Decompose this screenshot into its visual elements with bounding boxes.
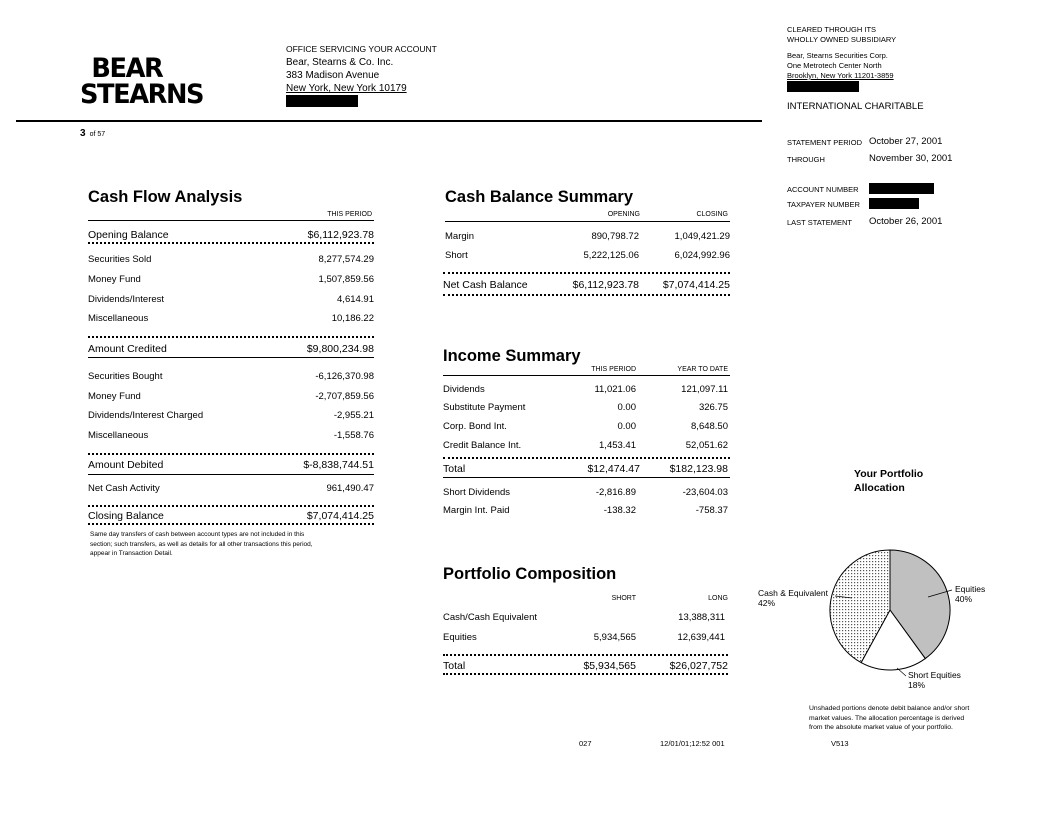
cash-flow-col: THIS PERIOD <box>327 211 372 218</box>
last-statement-value: October 26, 2001 <box>869 216 943 227</box>
row-label: Credit Balance Int. <box>443 440 522 451</box>
allocation-note <box>809 704 969 733</box>
row-ytd: $182,123.98 <box>669 463 728 475</box>
row-opening: 890,798.72 <box>591 231 639 242</box>
office-name: Bear, Stearns & Co. Inc. <box>286 57 394 68</box>
row-label: Total <box>443 660 466 672</box>
row-label: Net Cash Balance <box>443 279 528 291</box>
cash-balance-col-closing: CLOSING <box>696 211 728 218</box>
row-period: -138.32 <box>603 505 636 516</box>
row-long: 13,388,311 <box>678 612 725 623</box>
clearing-city: Brooklyn, New York 11201-3859 <box>787 71 894 80</box>
page-number <box>80 128 105 139</box>
row-value: $7,074,414.25 <box>306 510 374 522</box>
taxpayer-label: TAXPAYER NUMBER <box>787 200 860 209</box>
clearing-line1: CLEARED THROUGH ITS <box>787 25 877 34</box>
row-closing: 6,024,992.96 <box>674 250 730 261</box>
allocation-title-line1: Your Portfolio <box>854 468 924 480</box>
row-period: -2,816.89 <box>595 487 636 498</box>
divider <box>443 294 730 296</box>
office-block <box>286 43 437 111</box>
row-label: Margin Int. Paid <box>443 505 510 516</box>
row-period: $12,474.47 <box>587 463 640 475</box>
row-label: Short Dividends <box>443 487 511 498</box>
divider <box>443 477 730 478</box>
cash-balance-title: Cash Balance Summary <box>445 188 634 206</box>
row-label: Corp. Bond Int. <box>443 421 507 432</box>
cash-flow-note <box>90 530 313 559</box>
income-col-ytd: YEAR TO DATE <box>677 366 728 373</box>
pie-label-percent: 18% <box>908 680 926 690</box>
portfolio-col-long: LONG <box>708 595 728 602</box>
through-value: November 30, 2001 <box>869 153 953 164</box>
footer-code-1: 027 <box>579 739 592 748</box>
row-period: 0.00 <box>617 402 636 413</box>
note-line: from the absolute market value of your portfolio. <box>809 724 953 731</box>
through-label: THROUGH <box>787 155 825 164</box>
row-ytd: 121,097.11 <box>681 384 728 395</box>
pie-label-percent: 42% <box>758 598 776 608</box>
page-current: 3 <box>80 128 86 139</box>
footer-code-3: V513 <box>831 739 849 748</box>
row-value: 961,490.47 <box>326 483 374 494</box>
note-line: appear in Transaction Detail. <box>90 550 173 557</box>
clearing-street: One Metrotech Center North <box>787 61 882 70</box>
office-street: 383 Madison Avenue <box>286 70 380 81</box>
account-name: INTERNATIONAL CHARITABLE <box>787 101 924 112</box>
row-period: 0.00 <box>617 421 636 432</box>
row-opening: 5,222,125.06 <box>583 250 639 261</box>
cash-flow-rule <box>88 220 374 221</box>
header-rule <box>16 120 762 122</box>
row-label: Amount Debited <box>88 459 164 471</box>
divider <box>443 673 728 675</box>
allocation-title <box>854 467 923 495</box>
divider <box>88 505 374 507</box>
divider <box>88 453 374 455</box>
note-line: Same day transfers of cash between account types are not included in this <box>90 531 305 538</box>
row-value: 10,186.22 <box>331 313 374 324</box>
row-label: Equities <box>443 632 477 643</box>
row-long: $26,027,752 <box>669 660 728 672</box>
row-label: Miscellaneous <box>88 313 149 324</box>
row-label: Margin <box>445 231 475 242</box>
row-label: Cash/Cash Equivalent <box>443 612 537 623</box>
row-closing: $7,074,414.25 <box>662 279 730 291</box>
divider <box>88 336 374 338</box>
row-label: Miscellaneous <box>88 430 149 441</box>
office-city: New York, New York 10179 <box>286 83 407 94</box>
row-value: 4,614.91 <box>337 294 374 305</box>
row-long: 12,639,441 <box>677 632 725 643</box>
period-label: STATEMENT PERIOD <box>787 138 863 147</box>
page-total: of 57 <box>89 131 106 138</box>
divider <box>443 457 730 459</box>
divider <box>445 221 730 222</box>
row-value: -2,955.21 <box>333 410 374 421</box>
row-label: Securities Bought <box>88 371 163 382</box>
allocation-title-line2: Allocation <box>854 482 905 494</box>
row-ytd: 326.75 <box>698 402 728 413</box>
row-ytd: -23,604.03 <box>682 487 728 498</box>
logo-line2: STEARNS <box>80 79 204 110</box>
clearing-block <box>787 25 896 95</box>
divider <box>443 272 730 274</box>
row-label: Money Fund <box>88 391 141 402</box>
taxpayer-redaction <box>869 198 919 209</box>
row-label: Dividends/Interest Charged <box>88 410 204 421</box>
office-header: OFFICE SERVICING YOUR ACCOUNT <box>286 44 437 54</box>
bear-stearns-logo <box>80 53 204 110</box>
row-ytd: -758.37 <box>695 505 728 516</box>
portfolio-col-short: SHORT <box>611 595 636 602</box>
row-value: 8,277,574.29 <box>318 254 374 265</box>
divider <box>443 654 728 656</box>
clearing-line2: WHOLLY OWNED SUBSIDIARY <box>787 35 897 44</box>
row-label: Closing Balance <box>88 510 164 522</box>
row-short: $5,934,565 <box>583 660 636 672</box>
row-label: Substitute Payment <box>443 402 526 413</box>
divider <box>88 474 374 475</box>
divider <box>443 375 730 376</box>
row-ytd: 8,648.50 <box>691 421 728 432</box>
pie-label-percent: 40% <box>955 594 973 604</box>
logo-line1: BEAR <box>91 53 163 84</box>
row-value: $9,800,234.98 <box>306 343 374 355</box>
row-label: Securities Sold <box>88 254 152 265</box>
account-number-label: ACCOUNT NUMBER <box>787 185 859 194</box>
income-col-period: THIS PERIOD <box>591 366 636 373</box>
cash-flow-title: Cash Flow Analysis <box>88 188 243 206</box>
row-label: Net Cash Activity <box>88 483 160 494</box>
row-label: Dividends <box>443 384 485 395</box>
note-line: section; such transfers, as well as details for all other transactions this period, <box>90 540 313 548</box>
row-label: Total <box>443 463 466 475</box>
row-label: Money Fund <box>88 274 141 285</box>
note-line: Unshaded portions denote debit balance and/or short <box>809 705 970 712</box>
row-label: Dividends/Interest <box>88 294 165 305</box>
allocation-pie-chart <box>740 540 1020 700</box>
last-statement-label: LAST STATEMENT <box>787 218 853 227</box>
divider <box>88 357 374 358</box>
row-closing: 1,049,421.29 <box>674 231 730 242</box>
opening-balance-label: Opening Balance <box>88 229 169 241</box>
row-label: Amount Credited <box>88 343 167 355</box>
row-ytd: 52,051.62 <box>685 440 728 451</box>
note-line: market values. The allocation percentage is derived <box>809 714 965 722</box>
account-number-redaction <box>869 183 934 194</box>
income-title: Income Summary <box>443 347 581 365</box>
row-value: -2,707,859.56 <box>315 391 374 402</box>
row-value: $-8,838,744.51 <box>303 459 374 471</box>
row-label: Short <box>445 250 468 261</box>
clearing-redaction <box>787 81 859 92</box>
pie-label-name: Cash & Equivalent <box>758 588 828 598</box>
footer-code-2: 12/01/01;12:52 001 <box>660 739 725 748</box>
pie-label-name: Equities <box>955 584 986 594</box>
row-opening: $6,112,923.78 <box>572 279 639 291</box>
pie-label-name: Short Equities <box>908 670 961 680</box>
divider <box>88 523 374 525</box>
period-value: October 27, 2001 <box>869 136 943 147</box>
office-redaction <box>286 95 358 107</box>
clearing-name: Bear, Stearns Securities Corp. <box>787 51 888 60</box>
row-period: 1,453.41 <box>599 440 636 451</box>
portfolio-title: Portfolio Composition <box>443 565 617 583</box>
row-short: 5,934,565 <box>593 632 636 643</box>
opening-balance-value: $6,112,923.78 <box>307 229 374 241</box>
row-value: -1,558.76 <box>333 430 374 441</box>
cash-balance-col-opening: OPENING <box>607 211 640 218</box>
row-value: -6,126,370.98 <box>315 371 374 382</box>
row-period: 11,021.06 <box>594 384 636 395</box>
row-value: 1,507,859.56 <box>318 274 374 285</box>
divider <box>88 242 374 244</box>
